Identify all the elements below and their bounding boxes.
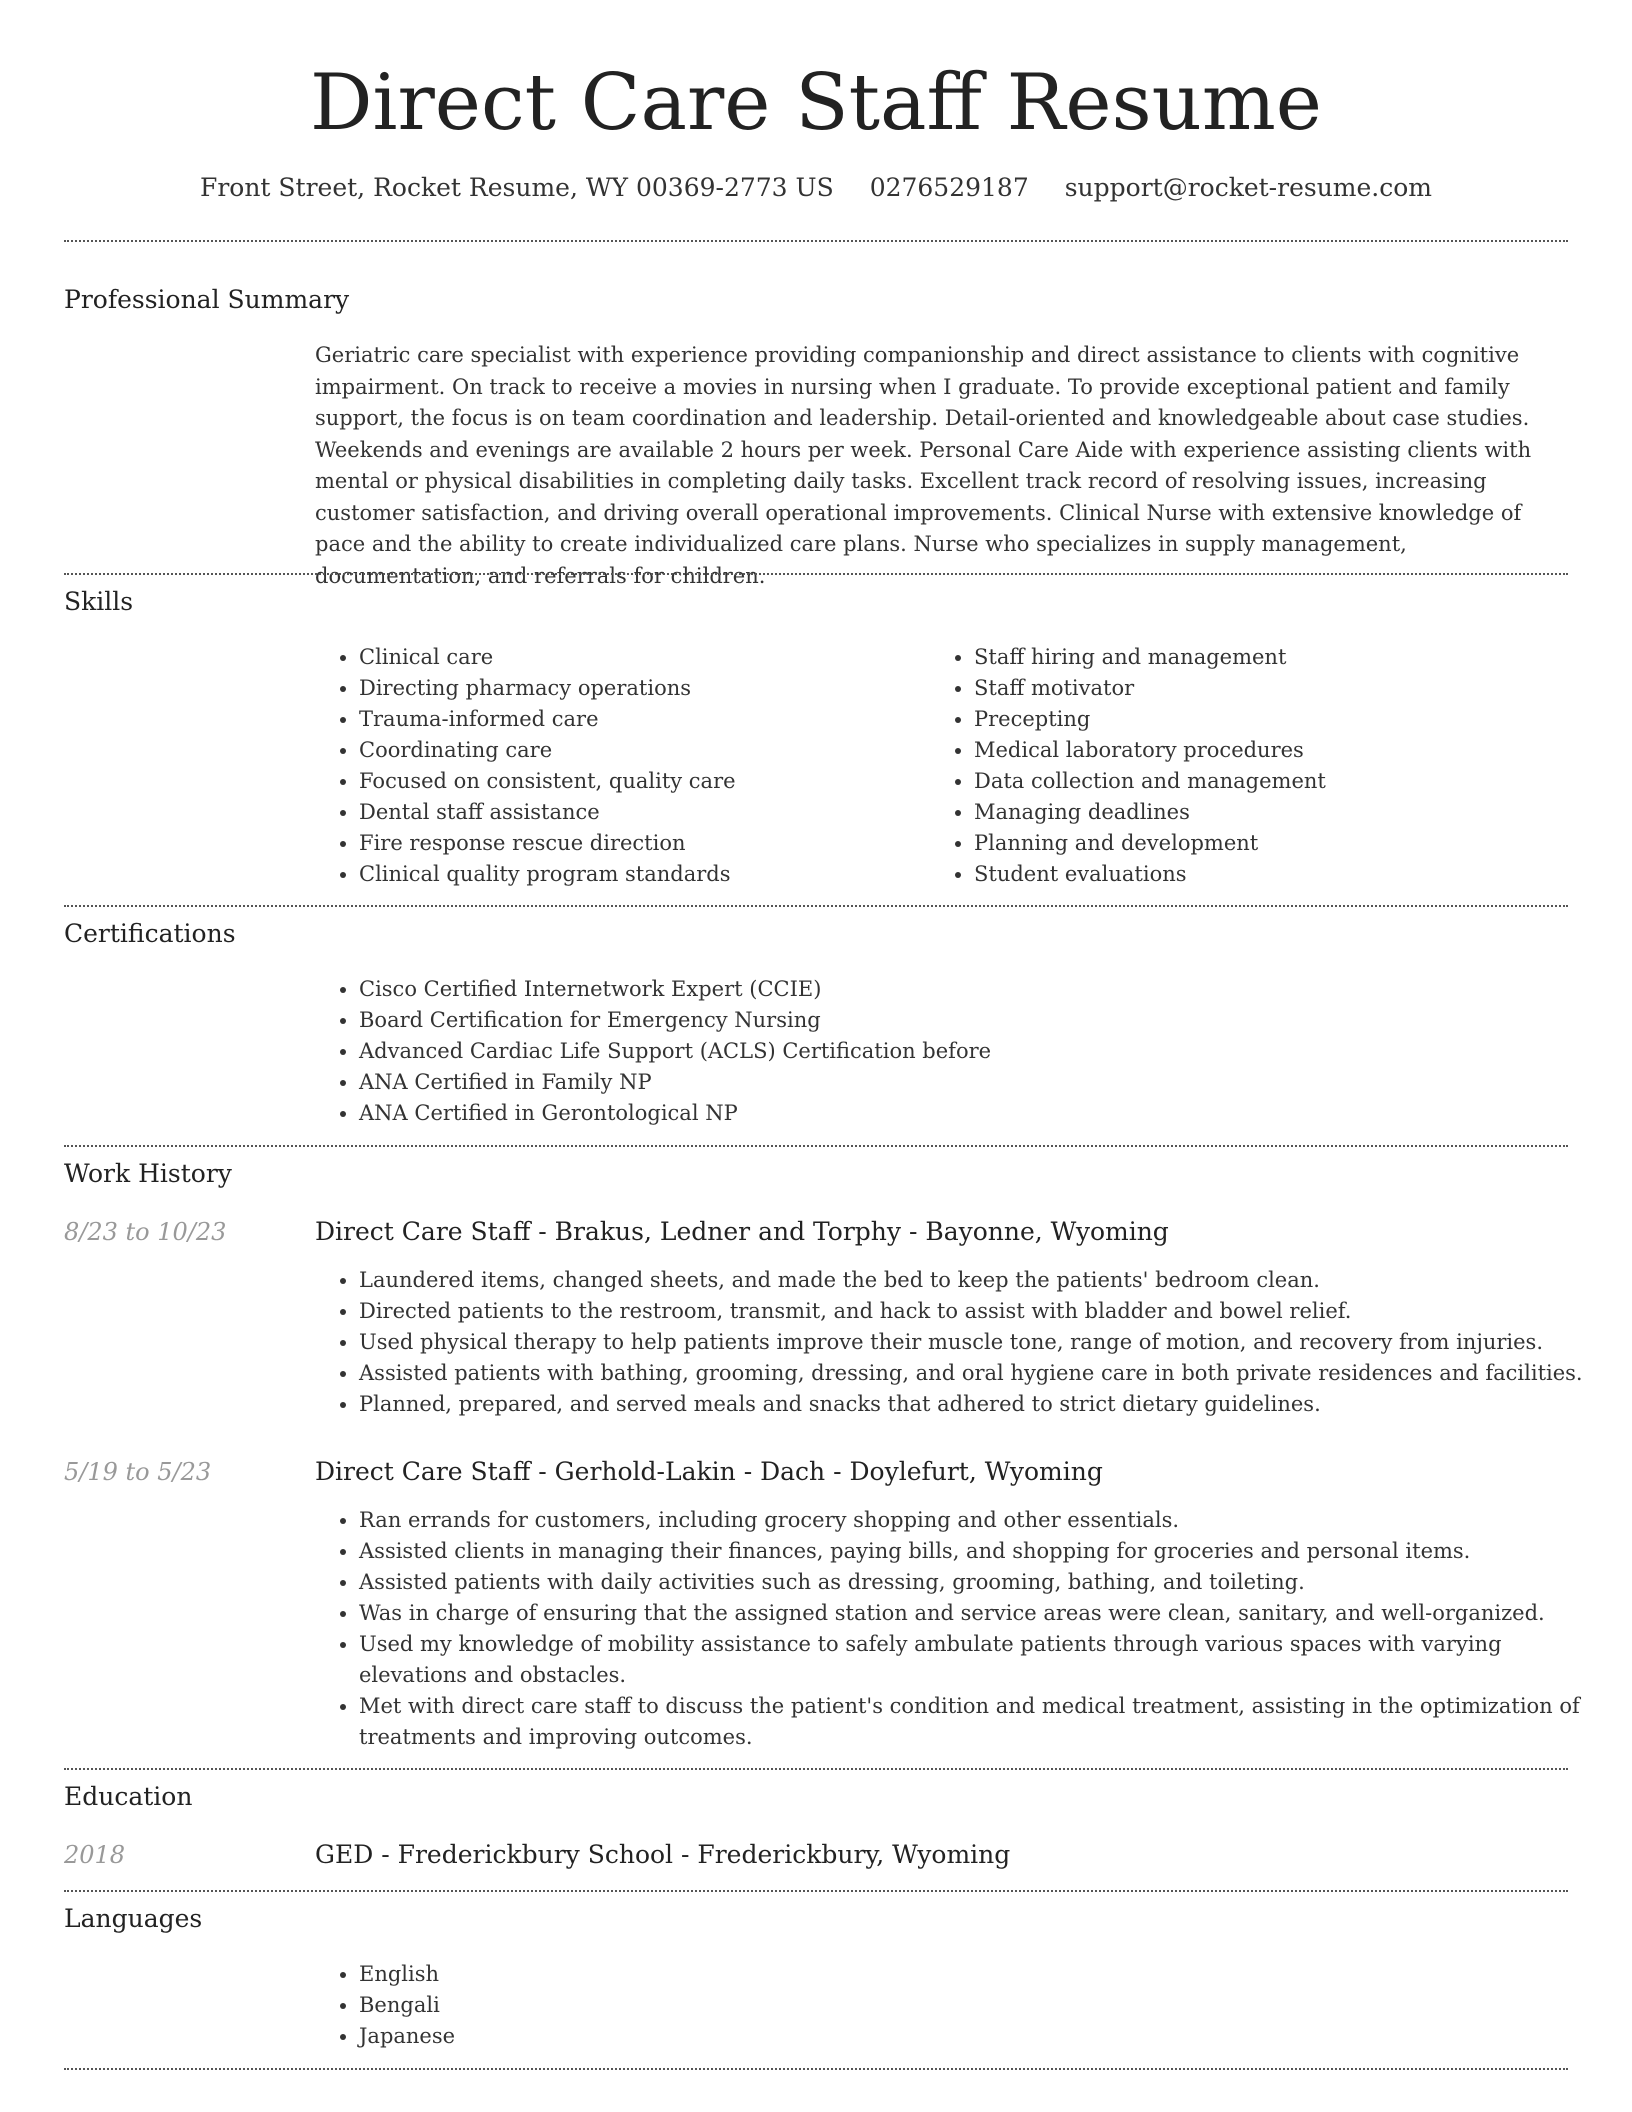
section-title-summary: Professional Summary — [64, 285, 350, 314]
skills-list-left — [315, 642, 919, 890]
contact-address: Front Street, Rocket Resume, WY 00369-2773 US — [199, 173, 834, 202]
list-item: • Focused on consistent, quality care — [359, 766, 919, 797]
list-item: • Managing deadlines — [974, 797, 1594, 828]
list-item: • Staff motivator — [974, 673, 1594, 704]
list-item: • Directed patients to the restroom, transmit, and hack to assist with bladder and bowel relief. — [359, 1296, 1609, 1327]
section-title-languages: Languages — [64, 1904, 203, 1933]
list-item: • Trauma-informed care — [359, 704, 919, 735]
list-item: • Met with direct care staff to discuss the patient's condition and medical treatment, assisting in the optimization of treatments and improving outcomes. — [359, 1691, 1609, 1753]
summary-text-block — [315, 340, 1565, 592]
summary-text: Geriatric care specialist with experience providing companionship and direct assistance to clients with cognitive impairment. On track to receive a movies in nursing when I graduate. To provide exceptional patient and family support, the focus is on team coordination and leadership. Detail-oriented and knowledgeable about case studies. Weekends and evenings are available 2 hours per week. Personal Care Aide with experience assisting clients with mental or physical disabilities in completing daily tasks. Excellent track record of resolving issues, increasing customer satisfaction, and driving overall operational improvements. Clinical Nurse with extensive knowledge of pace and the ability to create individualized care plans. Nurse who specializes in supply management, documentation, and referrals for children. — [315, 343, 1532, 588]
list-item: • Used my knowledge of mobility assistance to safely ambulate patients through various spaces with varying elevations and obstacles. — [359, 1629, 1609, 1691]
divider — [64, 240, 1568, 242]
list-item: • Dental staff assistance — [359, 797, 919, 828]
list-item: • Staff hiring and management — [974, 642, 1594, 673]
education-entry: GED - Frederickbury School - Frederickbury, Wyoming — [315, 1840, 1011, 1869]
divider — [64, 573, 1568, 575]
list-item: • Clinical care — [359, 642, 919, 673]
list-item: • Planned, prepared, and served meals and snacks that adhered to strict dietary guidelines. — [359, 1389, 1609, 1420]
section-title-skills: Skills — [64, 587, 134, 616]
job-bullets — [315, 1505, 1609, 1753]
list-item: • Directing pharmacy operations — [359, 673, 919, 704]
list-item: • ANA Certified in Gerontological NP — [359, 1098, 1609, 1129]
list-item: • Student evaluations — [974, 859, 1594, 890]
list-item: • Planning and development — [974, 828, 1594, 859]
resume-title: Direct Care Staff Resume — [310, 58, 1322, 148]
contact-phone: 0276529187 — [869, 173, 1029, 202]
contact-email: support@rocket-resume.com — [1064, 173, 1433, 202]
list-item: • Assisted patients with daily activities such as dressing, grooming, bathing, and toileting. — [359, 1567, 1609, 1598]
list-item: • Was in charge of ensuring that the assigned station and service areas were clean, sanitary, and well-organized. — [359, 1598, 1609, 1629]
list-item: • Assisted patients with bathing, grooming, dressing, and oral hygiene care in both private residences and facilities. — [359, 1358, 1609, 1389]
list-item: • Medical laboratory procedures — [974, 735, 1594, 766]
contact-line — [0, 168, 1632, 208]
certifications-list — [315, 974, 1609, 1129]
list-item: • Japanese — [359, 2021, 1609, 2052]
list-item: • Used physical therapy to help patients improve their muscle tone, range of motion, and recovery from injuries. — [359, 1327, 1609, 1358]
divider — [64, 1890, 1568, 1892]
divider — [64, 1768, 1568, 1770]
list-item: • Laundered items, changed sheets, and made the bed to keep the patients' bedroom clean. — [359, 1265, 1609, 1296]
divider — [64, 2068, 1568, 2070]
list-item: • ANA Certified in Family NP — [359, 1067, 1609, 1098]
section-title-certifications: Certifications — [64, 919, 236, 948]
list-item: • Board Certification for Emergency Nursing — [359, 1005, 1609, 1036]
list-item: • Advanced Cardiac Life Support (ACLS) Certification before — [359, 1036, 1609, 1067]
list-item: • Cisco Certified Internetwork Expert (CCIE) — [359, 974, 1609, 1005]
section-title-work-history: Work History — [64, 1159, 232, 1188]
list-item: • Fire response rescue direction — [359, 828, 919, 859]
job-dates: 8/23 to 10/23 — [64, 1218, 227, 1246]
job-bullets — [315, 1265, 1609, 1420]
job-dates: 5/19 to 5/23 — [64, 1458, 212, 1486]
list-item: • Precepting — [974, 704, 1594, 735]
divider — [64, 905, 1568, 907]
list-item: • Clinical quality program standards — [359, 859, 919, 890]
list-item: • Assisted clients in managing their finances, paying bills, and shopping for groceries and personal items. — [359, 1536, 1609, 1567]
section-title-education: Education — [64, 1782, 193, 1811]
divider — [64, 1145, 1568, 1147]
skills-list-right — [930, 642, 1594, 890]
list-item: • English — [359, 1959, 1609, 1990]
education-year: 2018 — [64, 1841, 126, 1869]
list-item: • Ran errands for customers, including grocery shopping and other essentials. — [359, 1505, 1609, 1536]
job-title: Direct Care Staff - Brakus, Ledner and Torphy - Bayonne, Wyoming — [315, 1217, 1169, 1246]
languages-list — [315, 1959, 1609, 2052]
list-item: • Bengali — [359, 1990, 1609, 2021]
job-title: Direct Care Staff - Gerhold-Lakin - Dach - Doylefurt, Wyoming — [315, 1457, 1103, 1486]
list-item: • Coordinating care — [359, 735, 919, 766]
list-item: • Data collection and management — [974, 766, 1594, 797]
